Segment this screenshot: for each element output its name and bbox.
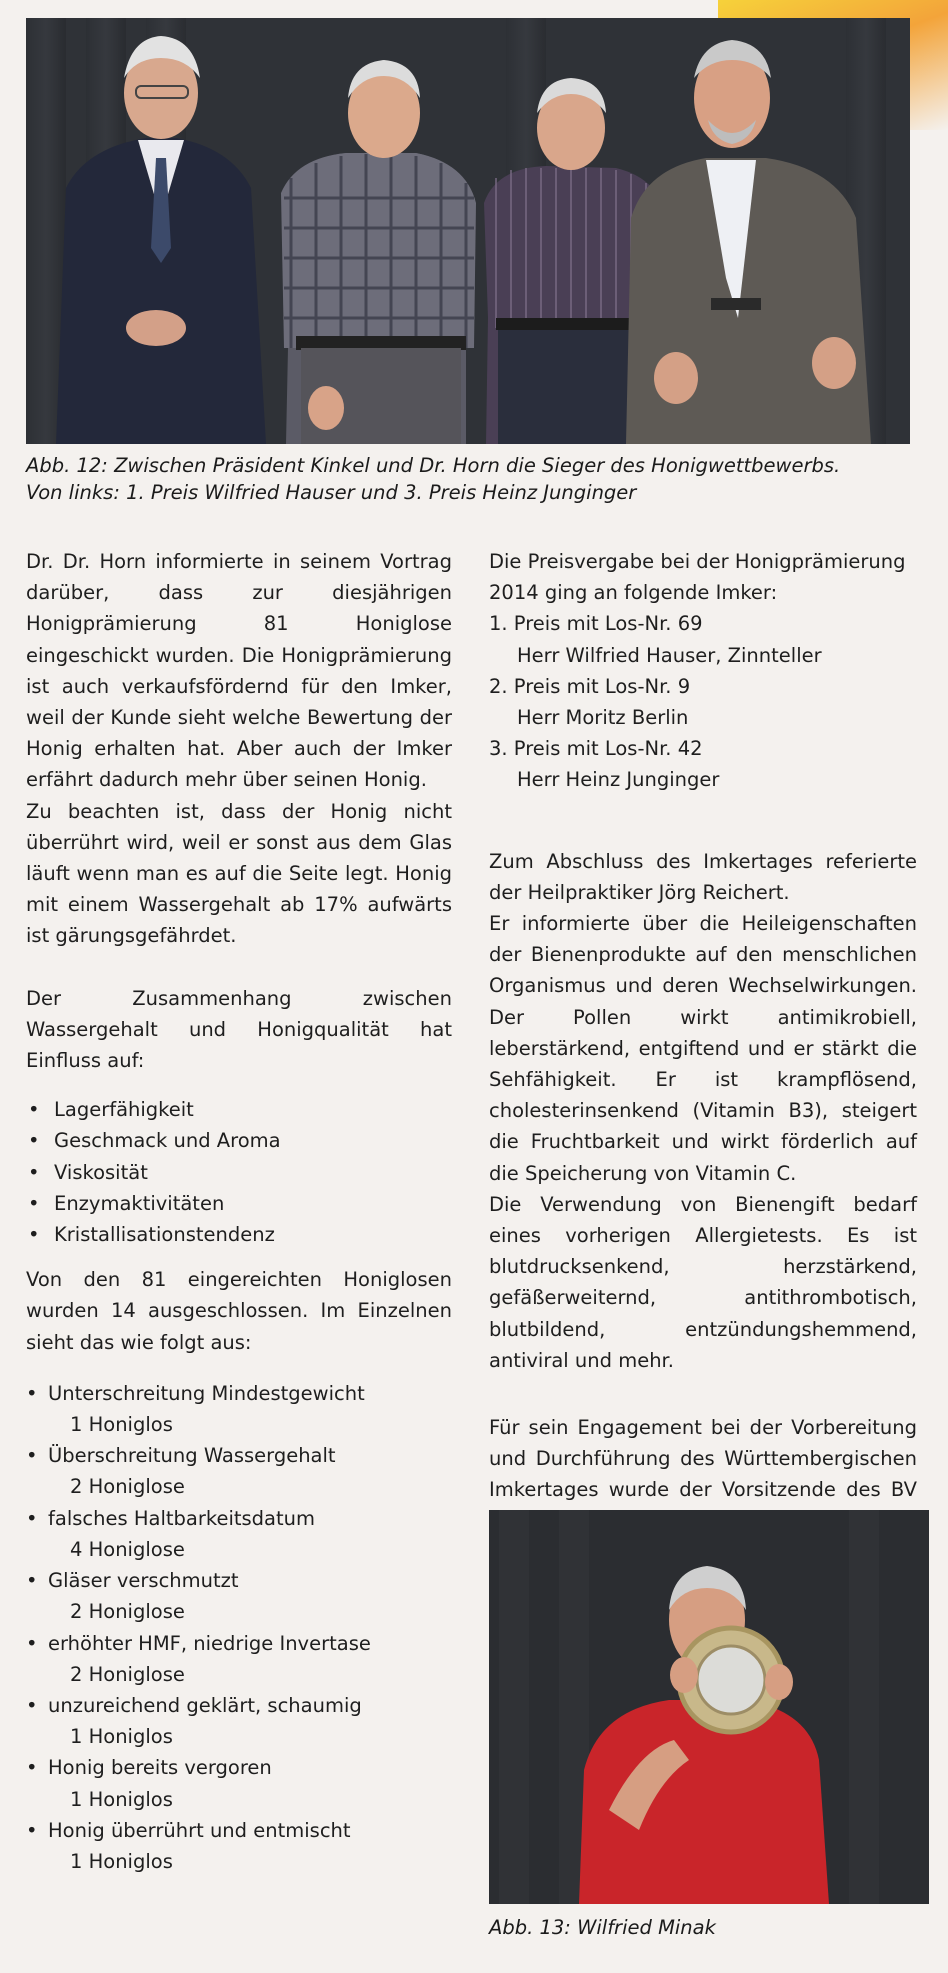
exclusion-list xyxy=(26,1378,452,1877)
exclusion-count: 1 Honiglos xyxy=(70,1787,173,1811)
right-paragraph-3: Die Verwendung von Bienengift bedarf eines vorherigen Allergietests. Es ist blutdrucksenkend, herzstärkend, gefäßerweiternd, antithrombotisch, blutbildend, entzündungshemmend, antiviral und mehr. xyxy=(489,1192,917,1372)
right-paragraph-4: Für sein Engagement bei der Vorbereitung und Durchführung des Württembergischen Imkertages wurde der Vorsitzende des BV xyxy=(489,1416,917,1502)
exclusion-reason: • Honig bereits vergoren xyxy=(48,1756,272,1780)
factor-list xyxy=(26,1094,452,1250)
prize-winner: Herr Heinz Junginger xyxy=(517,768,720,792)
list-item: • Geschmack und Aroma xyxy=(26,1125,452,1156)
prize-place: 2. Preis mit Los-Nr. 9 xyxy=(489,674,691,698)
caption-top-line1: Abb. 12: Zwischen Präsident Kinkel und Dr. Horn die Sieger des Honigwettbewerbs. xyxy=(26,454,841,477)
caption-top-line2: Von links: 1. Preis Wilfried Hauser und 3. Preis Heinz Junginger xyxy=(26,481,637,504)
left-paragraph-3: Der Zusammenhang zwischen Wassergehalt und Honigqualität hat Einfluss auf: xyxy=(26,986,452,1073)
exclusion-count: 1 Honiglos xyxy=(70,1725,173,1749)
exclusion-reason: • erhöhter HMF, niedrige Invertase xyxy=(48,1631,371,1655)
prize-list xyxy=(489,608,917,795)
photo-prize-winners xyxy=(26,18,910,444)
prize-winner: Herr Wilfried Hauser, Zinnteller xyxy=(517,643,822,667)
exclusion-count: 1 Honiglos xyxy=(70,1413,173,1437)
caption-bottom: Abb. 13: Wilfried Minak xyxy=(489,1916,716,1939)
list-item xyxy=(26,1628,452,1690)
right-paragraph-1: Zum Abschluss des Imkertages referierte der Heilpraktiker Jörg Reichert. xyxy=(489,849,917,904)
list-item xyxy=(26,1815,452,1877)
list-item: • Kristallisationstendenz xyxy=(26,1219,452,1250)
exclusion-count: 2 Honiglose xyxy=(70,1662,185,1686)
left-paragraph-1: Dr. Dr. Horn informierte in seinem Vortrag darüber, dass zur diesjährigen Honigprämierung 81 Honiglose eingeschickt wurden. Die Honigprämierung ist auch verkaufsfördernd für den Imker, weil der Kunde sieht welche Bewertung der Honig erhalten hat. Aber auch der Imker erfährt dadurch mehr über seinen Honig. xyxy=(26,550,452,792)
exclusion-reason: • falsches Haltbarkeitsdatum xyxy=(48,1506,315,1530)
exclusion-reason: • Überschreitung Wassergehalt xyxy=(48,1444,336,1468)
exclusion-count: 2 Honiglose xyxy=(70,1475,185,1499)
exclusion-count: 4 Honiglose xyxy=(70,1537,185,1561)
list-item: • Enzymaktivitäten xyxy=(26,1188,452,1219)
right-intro: Die Preisvergabe bei der Honigprämierung 2014 ging an folgende Imker: xyxy=(489,550,906,605)
photo-wilfried-minak xyxy=(489,1510,929,1904)
portrait-scene xyxy=(489,1510,929,1904)
list-item xyxy=(26,1565,452,1627)
prize-place: 1. Preis mit Los-Nr. 69 xyxy=(489,612,703,636)
list-item xyxy=(26,1752,452,1814)
list-item xyxy=(26,1503,452,1565)
exclusion-count: 1 Honiglos xyxy=(70,1849,173,1873)
list-item xyxy=(26,1440,452,1502)
list-item xyxy=(26,1690,452,1752)
right-paragraph-2: Er informierte über die Heileigenschaften der Bienenprodukte auf den menschlichen Organismus und deren Wechselwirkungen. Der Pollen wirkt antimikrobiell, leberstärkend, entgiftend und er stärkt die Sehfähigkeit. Er ist krampflösend, cholesterinsenkend (Vitamin B3), steigert die Fruchtbarkeit und wirkt förderlich auf die Speicherung von Vitamin C. xyxy=(489,912,917,1185)
exclusion-reason: • unzureichend geklärt, schaumig xyxy=(48,1693,362,1717)
list-item xyxy=(26,1378,452,1440)
exclusion-reason: • Honig überrührt und entmischt xyxy=(48,1818,351,1842)
list-item: • Lagerfähigkeit xyxy=(26,1094,452,1125)
caption-top xyxy=(26,452,926,506)
left-paragraph-4: Von den 81 eingereichten Honiglosen wurden 14 ausgeschlossen. Im Einzelnen sieht das wie folgt aus: xyxy=(26,1268,452,1354)
exclusion-reason: • Gläser verschmutzt xyxy=(48,1569,239,1593)
exclusion-count: 2 Honiglose xyxy=(70,1600,185,1624)
exclusion-reason: • Unterschreitung Mindestgewicht xyxy=(48,1381,365,1405)
right-column xyxy=(489,546,917,1537)
stage-scene xyxy=(26,18,910,444)
prize-winner: Herr Moritz Berlin xyxy=(517,706,689,730)
left-column xyxy=(26,546,452,1877)
prize-place: 3. Preis mit Los-Nr. 42 xyxy=(489,737,703,761)
list-item: • Viskosität xyxy=(26,1157,452,1188)
left-paragraph-2: Zu beachten ist, dass der Honig nicht überrührt wird, weil er sonst aus dem Glas läuft wenn man es auf die Seite legt. Honig mit einem Wassergehalt ab 17% aufwärts ist gärungsgefährdet. xyxy=(26,799,452,948)
